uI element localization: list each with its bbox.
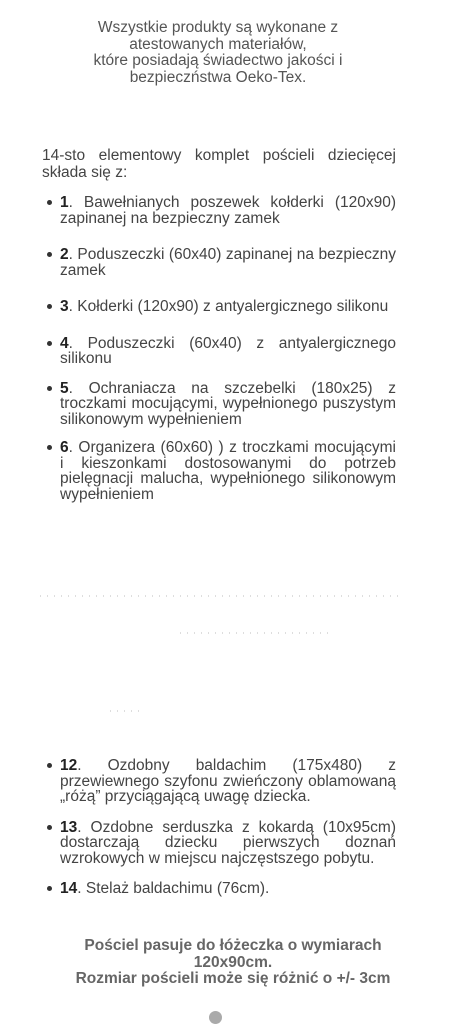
list-item <box>60 336 396 367</box>
list-item <box>60 381 396 428</box>
item-text: . Poduszeczki (60x40) zapinanej na bezpieczny zamek <box>60 246 396 279</box>
faded-mark <box>40 595 400 597</box>
item-number: 4 <box>60 334 69 352</box>
item-number: 2 <box>60 246 69 263</box>
faded-mark <box>180 632 330 634</box>
list-item <box>60 195 396 226</box>
item-number: 3 <box>60 298 69 315</box>
item-text: . Ochraniacza na szczebelki (180x25) z troczkami mocującymi, wypełnionego puszystym silikonowym wypełnieniem <box>60 379 396 428</box>
item-text: . Poduszeczki (60x40) z antyalergicznego silikonu <box>60 334 396 367</box>
item-number: 5 <box>60 379 69 397</box>
item-text: . Organizera (60x60) ) z troczkami mocującymi i kieszonkami dostosowanymi do potrzeb pielęgnacji malucha, wypełnionego silikonowym wypełnieniem <box>60 439 396 503</box>
size-note <box>40 938 426 988</box>
item-list-bottom <box>0 758 466 912</box>
intro-line: Wszystkie produkty są wykonane z <box>97 19 339 36</box>
faded-content-area <box>40 510 400 745</box>
size-note-line: 120x90cm. <box>193 953 273 971</box>
faded-mark <box>110 710 140 712</box>
item-number: 13 <box>60 818 78 836</box>
composition-heading: 14-sto elementowy komplet pościeli dziecięcej składa się z: <box>42 147 396 181</box>
item-text: . Stelaż baldachimu (76cm). <box>77 880 270 897</box>
intro-line: bezpieczństwa Oeko-Tex. <box>129 68 307 86</box>
item-text: . Bawełnianych poszewek kołderki (120x90) zapinanej na bezpieczny zamek <box>60 194 396 227</box>
item-number: 6 <box>60 439 69 456</box>
list-item <box>60 881 396 897</box>
intro-line: atestowanych materiałów, <box>129 35 307 53</box>
item-number: 14 <box>60 880 78 897</box>
scroll-indicator[interactable] <box>209 1011 222 1024</box>
list-item <box>60 820 396 867</box>
item-text: . Kołderki (120x90) z antyalergicznego silikonu <box>68 298 389 315</box>
size-note-line: Pościel pasuje do łóżeczka o wymiarach <box>84 937 382 954</box>
item-number: 1 <box>60 194 69 211</box>
list-item <box>60 247 396 278</box>
intro-text <box>40 20 396 86</box>
intro-line: które posiadają świadectwo jakości i <box>93 52 343 69</box>
item-text: . Ozdobny baldachim (175x480) z przewiewnego szyfonu zwieńczony oblamowaną „różą” przyciągającą uwagę dziecka. <box>60 757 396 805</box>
item-text: . Ozdobne serduszka z kokardą (10x95cm) dostarczają dziecku pierwszych doznań wzrokowych w miejscu najczęstszego pobytu. <box>60 818 396 867</box>
list-item <box>60 758 396 805</box>
item-list-top <box>0 195 466 523</box>
list-item <box>60 440 396 502</box>
list-item <box>60 299 396 315</box>
size-note-line: Rozmiar pościeli może się różnić o +/- 3cm <box>75 970 391 987</box>
item-number: 12 <box>60 757 78 774</box>
